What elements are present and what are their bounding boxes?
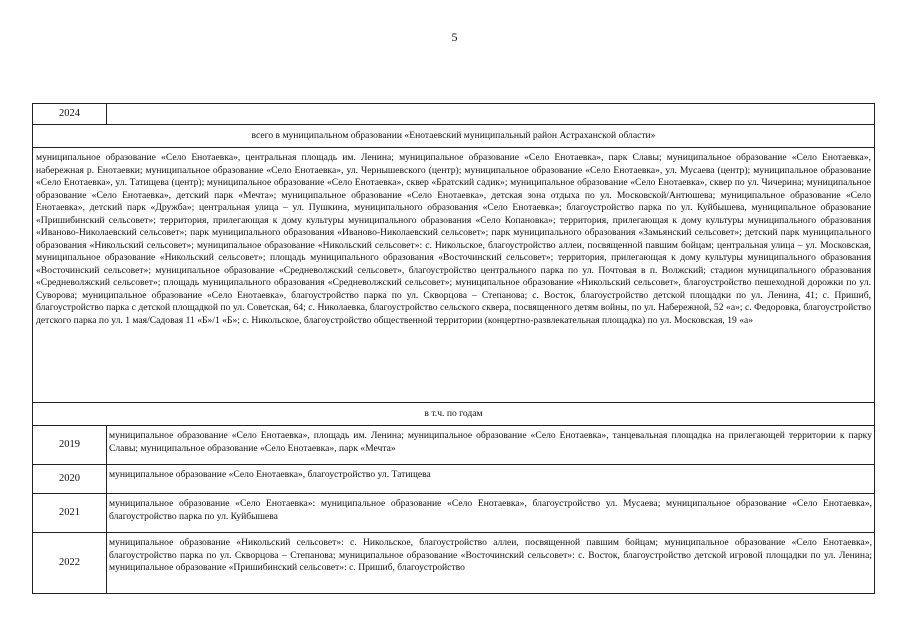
table-row-2021 xyxy=(33,494,875,533)
municipal-objects-table xyxy=(32,103,875,594)
table-row-2020 xyxy=(33,465,875,494)
description-cell-2021: муниципальное образование «Село Енотаевка»: муниципальное образование «Село Енотаевка», благоустройство ул. Мусаева; муниципальное образование «Село Енотаевка», благоустройство парка по ул. Куйбышева xyxy=(107,494,875,533)
page-number: 5 xyxy=(451,30,458,44)
description-cell-2022 xyxy=(107,533,875,594)
table-row-total-text xyxy=(33,148,875,403)
table-row-2022 xyxy=(33,533,875,594)
table-row-total-heading xyxy=(33,125,875,148)
year-cell-2020: 2020 xyxy=(33,465,107,494)
table-row-2019 xyxy=(33,426,875,465)
year-cell-2024: 2024 xyxy=(33,104,107,125)
description-cell-2019: муниципальное образование «Село Енотаевка», площадь им. Ленина; муниципальное образование «Село Енотаевка», танцевальная площадка на прилегающей территории к парку Славы; муниципальное образование «Село Енотаевка», парк «Мечта» xyxy=(107,426,875,465)
year-cell-2022: 2022 xyxy=(33,533,107,594)
description-cell-2020: муниципальное образование «Село Енотаевка», благоустройство ул. Татищева xyxy=(107,465,875,494)
description-text-2022: муниципальное образование «Никольский сельсовет»: с. Никольское, благоустройство аллеи, посвященной павшим бойцам; муниципальное образование «Село Енотаевка», благоустройство парка по ул. Скворцова – Степанова; муниципальное образование «Восточинский сельсовет»: с. Восток, благоустройство детской игровой площадки по ул. Ленина; муниципальное образование «Пришибинский сельсовет»: с. Пришиб, благоустройство xyxy=(109,537,872,573)
table-row-2024 xyxy=(33,104,875,125)
total-heading: всего в муниципальном образовании «Енотаевский муниципальный район Астраханской области» xyxy=(33,125,875,148)
description-cell-2024 xyxy=(107,104,875,125)
table-row-by-years-heading xyxy=(33,403,875,426)
year-cell-2019: 2019 xyxy=(33,426,107,465)
total-objects-text: муниципальное образование «Село Енотаевка», центральная площадь им. Ленина; муниципальное образование «Село Енотаевка», парк Славы; муниципальное образование «Село Енотаевка», набережная р. Енотаевки; муниципальное образование «Село Енотаевка», ул. Чернышевского (центр); муниципальное образование «Село Енотаевка», ул. Мусаева (центр); муниципальное образование «Село Енотаевка», ул. Татищева (центр); муниципальное образование «Село Енотаевка», сквер «Братский садик»; муниципальное образование «Село Енотаевка», сквер по ул. Чичерина; муниципальное образование «Село Енотаевка», детский парк «Мечта»; муниципальное образование «Село Енотаевка», детская зона отдыха по ул. Московской/Антюшева; муниципальное образование «Село Енотаевка», детский парк «Дружба»; центральная улица – ул. Пушкина, муниципального образования «Село Енотаевка»; благоустройство парка по ул. Куйбышева, муниципальное образование «Пришибинский сельсовет»; территория, прилегающая к дому культуры муниципального образования «Село Копановка»; территория, прилегающая к дому культуры муниципального образования «Ивановo-Николаевский сельсовет»; парк муниципального образования «Ивановo-Николаевский сельсовет»; парк муниципального образования «Замьянский сельсовет»; детский парк муниципального образования «Никольский сельсовет»; муниципальное образование «Никольский сельсовет»: с. Никольское, благоустройство аллеи, посвященной павшим бойцам; центральная улица – ул. Московская, муниципальное образование «Никольский сельсовет»; площадь муниципального образования «Восточинский сельсовет»; территория, прилегающая к дому культуры муниципального образования «Восточинский сельсовет»; муниципальное образование «Средневолжский сельсовет», благоустройство центрального парка по ул. Почтовая в п. Волжский; стадион муниципального образования «Средневолжский сельсовет»; площадь муниципального образования «Средневолжский сельсовет»; муниципальное образование «Никольский сельсовет», благоустройство пешеходной дорожки по ул. Суворова; муниципальное образование «Село Енотаевка», благоустройство парка по ул. Скворцова – Степанова; с. Восток, благоустройство детской площадки по ул. Ленина, 41; с. Пришиб, благоустройство парка с детской площадкой по ул. Советская, 64; с. Николаевка, благоустройство сельского сквера, посвященного детям войны, по ул. Набережной, 52 «а»; с. Федоровка, благоустройство детского парка по ул. 1 мая/Садовая 11 «Б»/1 «Б»; с. Никольское, благоустройство общественной территории (концертно-развлекательная площадка) по ул. Московская, 19 «а» xyxy=(33,148,875,403)
by-years-heading: в т.ч. по годам xyxy=(33,403,875,426)
year-cell-2021: 2021 xyxy=(33,494,107,533)
